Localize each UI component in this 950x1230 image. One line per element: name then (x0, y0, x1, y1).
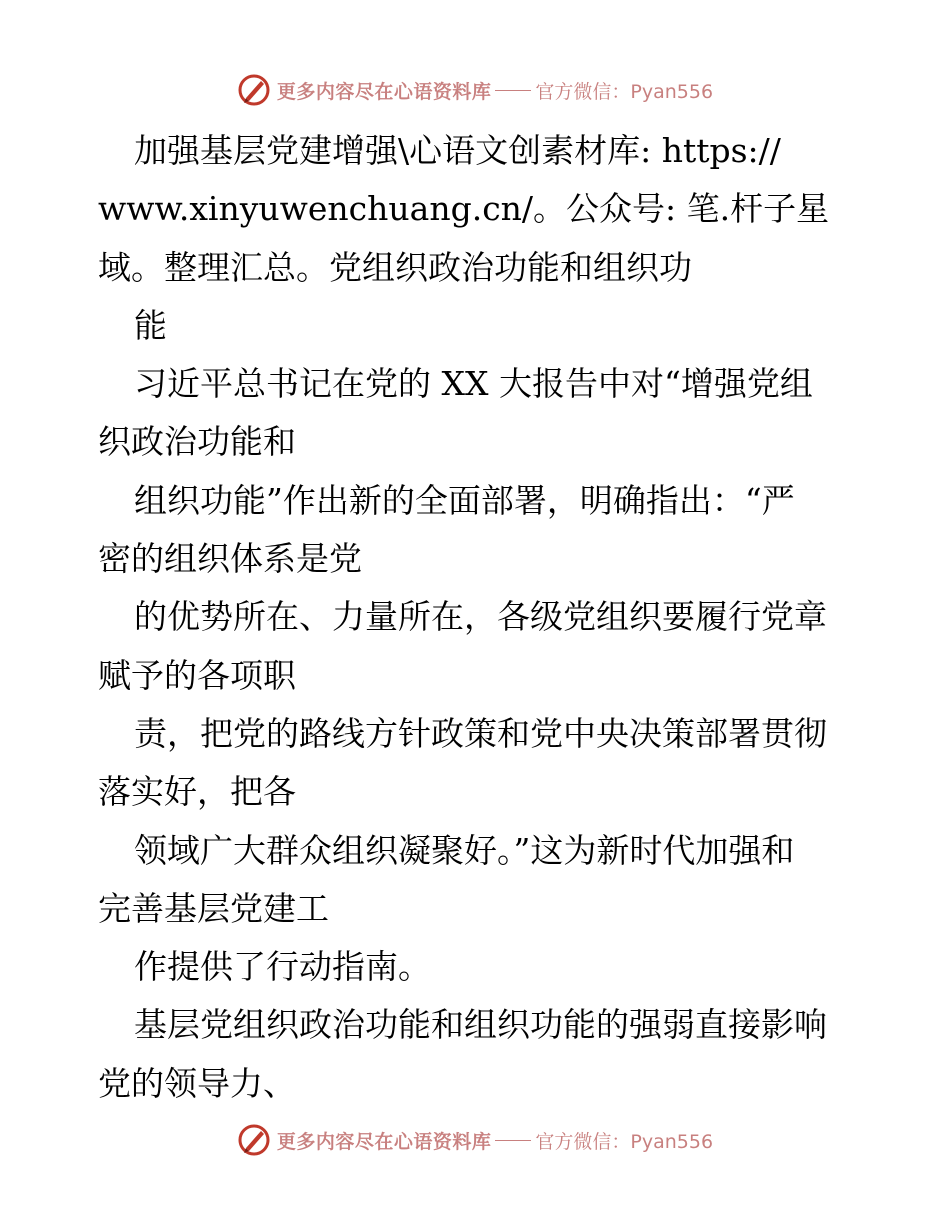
body-text-line: 加强基层党建增强\心语文创素材库: https:// (134, 131, 781, 170)
body-text-line: 组织功能”作出新的全面部署，明确指出：“严 (134, 480, 795, 520)
footer-banner-right-text: 官方微信：Pyan556 (535, 1130, 714, 1153)
body-text-line: 落实好，把各 (98, 772, 296, 812)
header-banner-right-text: 官方微信：Pyan556 (535, 80, 714, 103)
body-text-line: 完善基层党建工 (98, 888, 329, 928)
body-text-line: 能 (134, 305, 167, 345)
document-body (98, 122, 858, 1113)
header-banner-left-text: 更多内容尽在心语资料库 (276, 80, 492, 103)
body-text-line: 密的组织体系是党 (98, 539, 362, 579)
body-text-line: 党的领导力、 (98, 1063, 296, 1103)
body-text-line: 基层党组织政治功能和组织功能的强弱直接影响 (134, 1005, 827, 1045)
pen-logo-icon (237, 73, 271, 107)
footer-banner-left-text: 更多内容尽在心语资料库 (276, 1130, 492, 1153)
body-text-line: 作提供了行动指南。 (134, 947, 431, 987)
body-text-line: 织政治功能和 (98, 422, 296, 462)
footer-banner-dash (495, 1140, 531, 1141)
body-text-line: 的优势所在、力量所在，各级党组织要履行党章 (134, 597, 827, 637)
header-banner-dash (495, 90, 531, 91)
body-text-line: 域。整理汇总。党组织政治功能和组织功 (98, 247, 692, 287)
header-banner (0, 70, 950, 110)
body-text-line: 责，把党的路线方针政策和党中央决策部署贯彻 (134, 713, 827, 753)
pen-logo-icon (237, 1123, 271, 1157)
body-text-line: 领域广大群众组织凝聚好。”这为新时代加强和 (134, 830, 795, 870)
footer-banner (0, 1120, 950, 1160)
body-text-line: www.xinyuwenchuang.cn/。公众号: 笔.杆子星 (98, 189, 830, 229)
body-text-line: 习近平总书记在党的 XX 大报告中对“增强党组 (134, 364, 813, 404)
body-text-line: 赋予的各项职 (98, 655, 296, 695)
